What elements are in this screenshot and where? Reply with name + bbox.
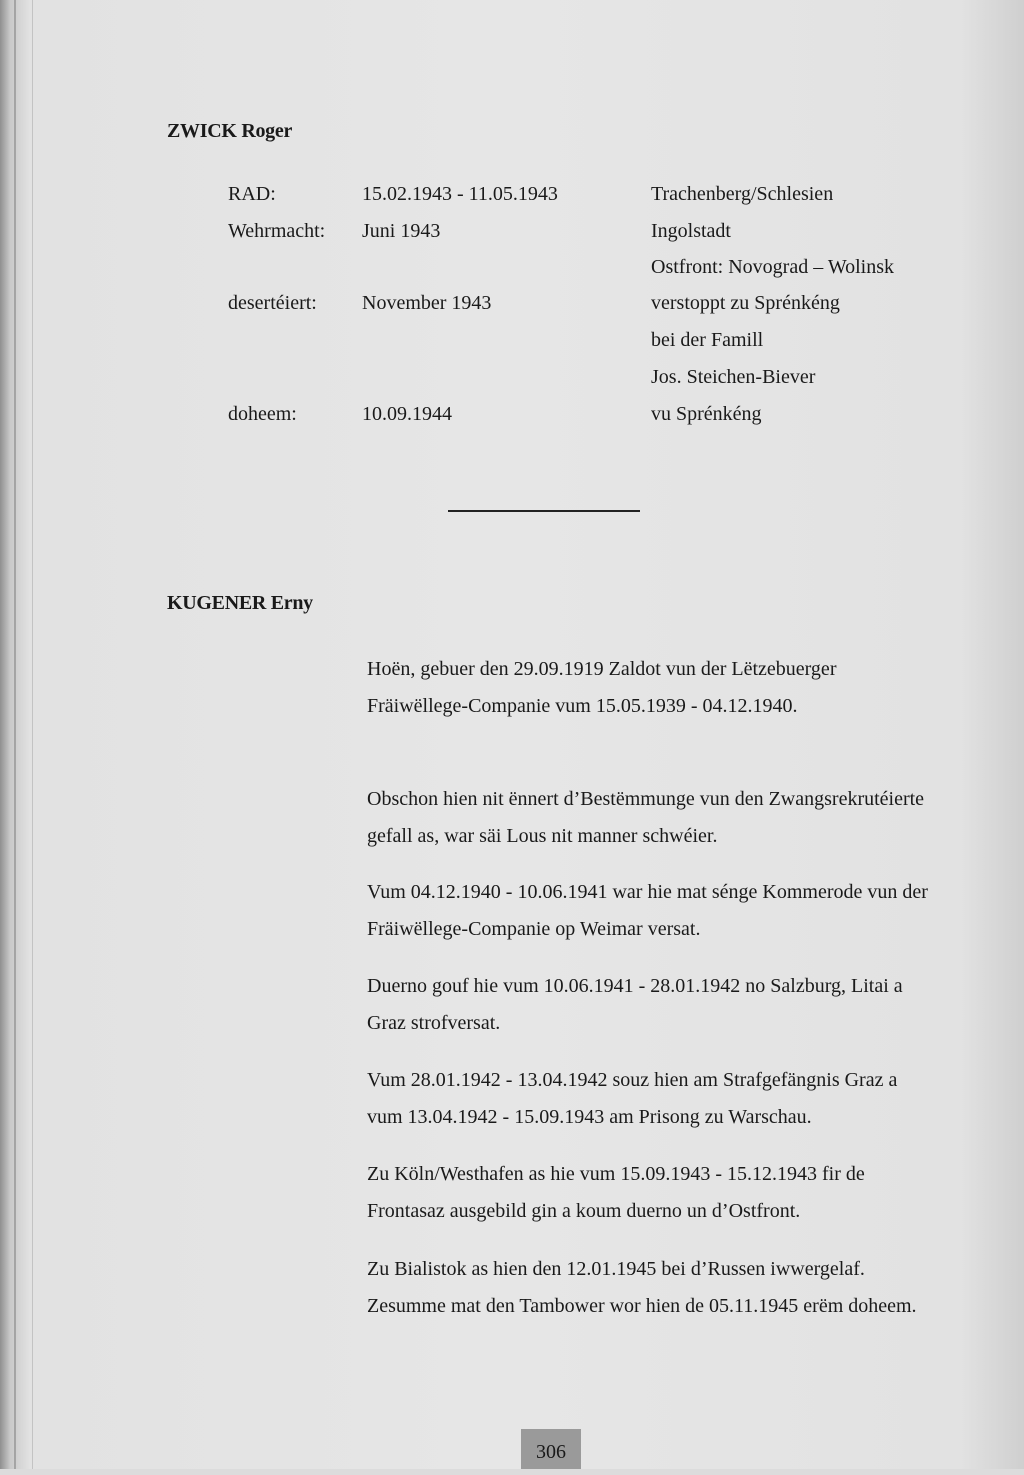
row-date: 10.09.1944 <box>362 403 452 425</box>
section-divider <box>448 510 640 512</box>
binding-line <box>32 0 33 1469</box>
row-place: Ostfront: Novograd – Wolinsk <box>651 256 895 278</box>
biography-paragraph: Obschon hien nit ënnert d’Bestëmmunge vun den Zwangsrekrutéierte gefall as, war säi Lous nit manner schwéier. <box>367 788 925 847</box>
biography-paragraph: Duerno gouf hie vum 10.06.1941 - 28.01.1942 no Salzburg, Litai a Graz strofversat. <box>367 975 903 1034</box>
row-place: Trachenberg/Schlesien <box>651 183 834 205</box>
entry-1-name: ZWICK Roger <box>167 120 293 142</box>
row-label: desertéiert: <box>228 292 317 314</box>
row-date: 15.02.1943 - 11.05.1943 <box>362 183 558 205</box>
row-place: bei der Famill <box>651 329 764 351</box>
biography-paragraph: Hoën, gebuer den 29.09.1919 Zaldot vun der Lëtzebuerger Fräiwëllege-Companie vum 15.05.1939 - 04.12.1940. <box>367 658 837 717</box>
row-place: vu Sprénkéng <box>651 403 762 425</box>
row-place: Jos. Steichen-Biever <box>651 366 816 388</box>
row-date: Juni 1943 <box>362 220 441 242</box>
binding-shadow <box>14 0 16 1469</box>
page-number: 306 <box>521 1429 581 1469</box>
row-place: verstoppt zu Sprénkéng <box>651 292 840 314</box>
entry-2-name: KUGENER Erny <box>167 592 313 614</box>
biography-paragraph: Vum 28.01.1942 - 13.04.1942 souz hien am Strafgefängnis Graz a vum 13.04.1942 - 15.09.1943 am Prisong zu Warschau. <box>367 1069 898 1128</box>
biography-paragraph: Zu Bialistok as hien den 12.01.1945 bei d’Russen iwwergelaf. Zesumme mat den Tambower wor hien de 05.11.1945 erëm doheem. <box>367 1258 917 1317</box>
row-place: Ingolstadt <box>651 220 731 242</box>
row-label: Wehrmacht: <box>228 220 326 242</box>
row-date: November 1943 <box>362 292 492 314</box>
row-label: doheem: <box>228 403 297 425</box>
row-label: RAD: <box>228 183 276 205</box>
biography-paragraph: Vum 04.12.1940 - 10.06.1941 war hie mat sénge Kommerode vun der Fräiwëllege-Companie op Weimar versat. <box>367 881 928 940</box>
biography-paragraph: Zu Köln/Westhafen as hie vum 15.09.1943 - 15.12.1943 fir de Frontasaz ausgebild gin a koum duerno un d’Ostfront. <box>367 1163 865 1222</box>
